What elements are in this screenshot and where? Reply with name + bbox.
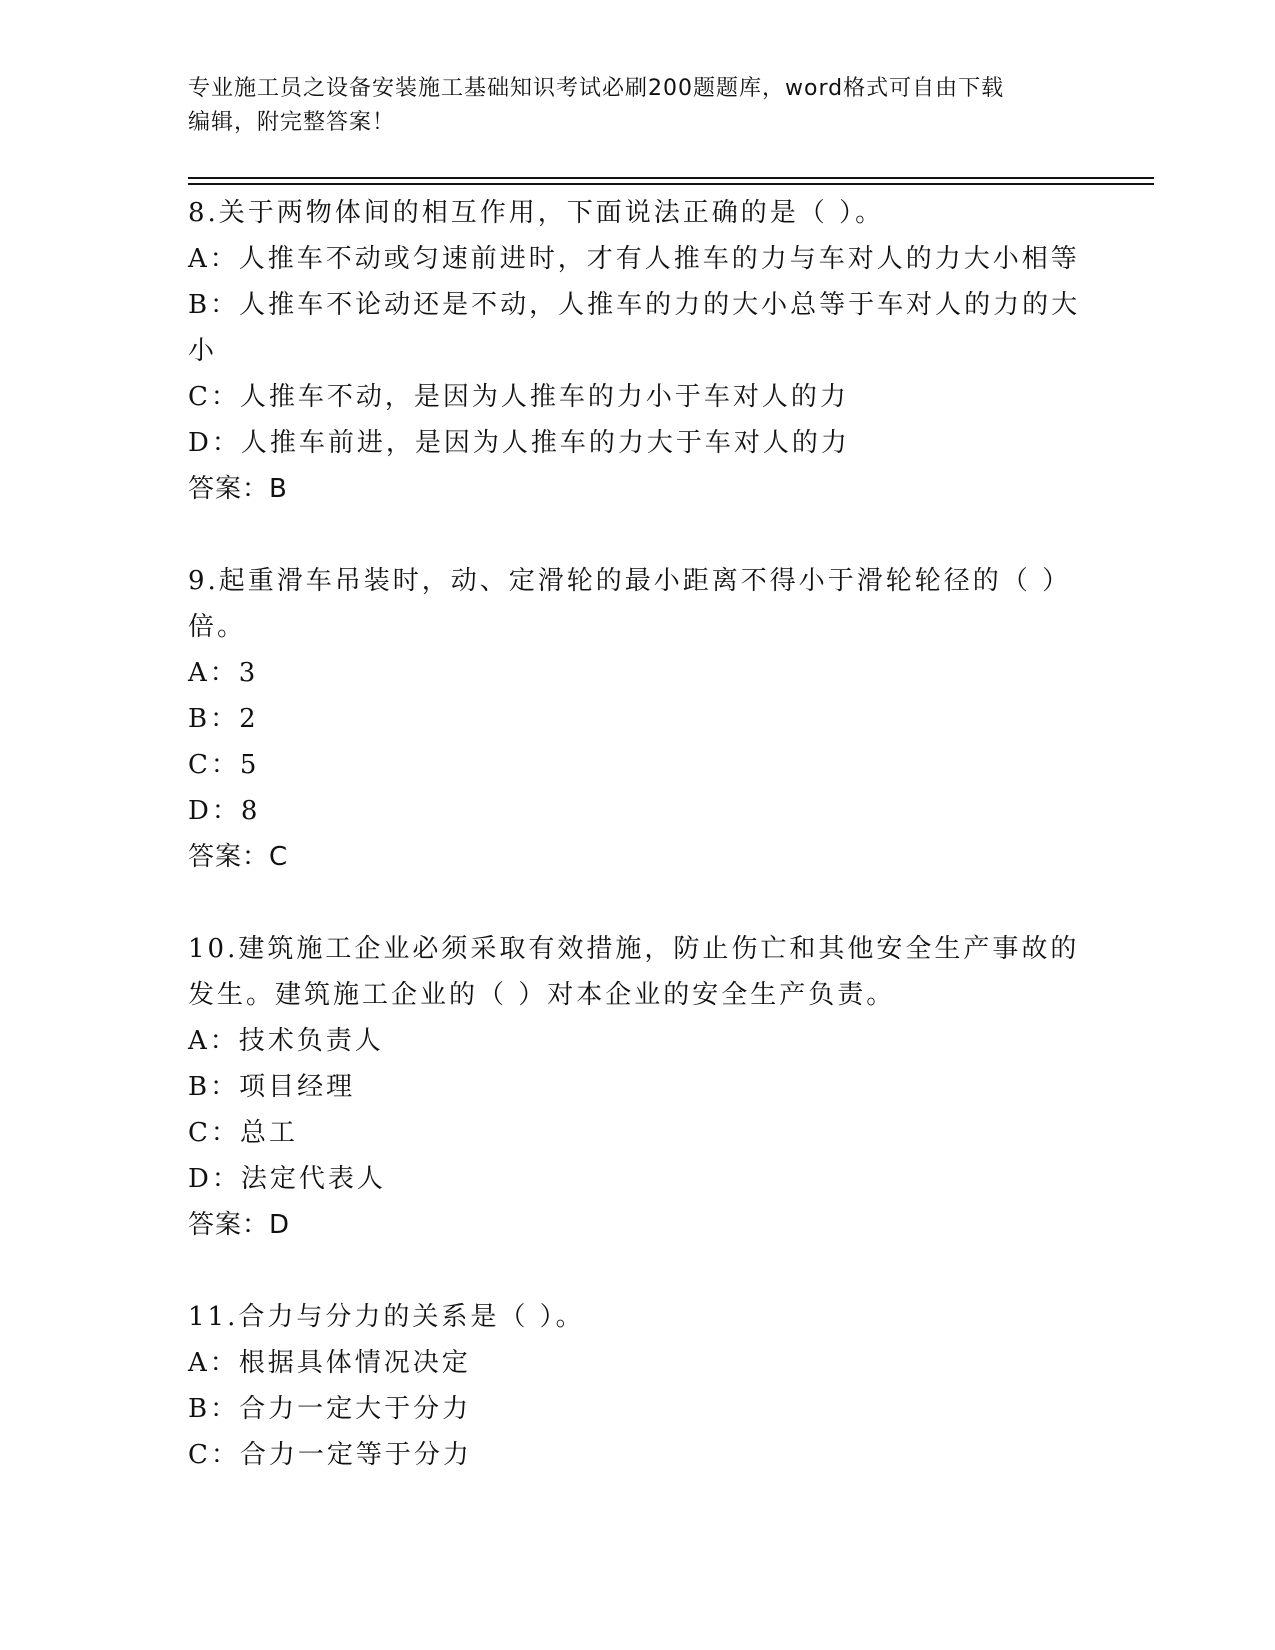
- question-9: [188, 558, 1088, 880]
- question-8: [188, 190, 1088, 512]
- option-b: B：合力一定大于分力: [188, 1394, 472, 1424]
- question-stem: 8.关于两物体间的相互作用，下面说法正确的是（ ）。: [188, 198, 885, 228]
- document-header: [188, 72, 1068, 140]
- header-title-line2: 编辑，附完整答案！: [188, 110, 396, 135]
- answer-label: 答案：C: [188, 842, 289, 872]
- question-stem: 10.建筑施工企业必须采取有效措施，防止伤亡和其他安全生产事故的发生。建筑施工企业的（ ）对本企业的安全生产负责。: [188, 934, 1080, 1010]
- option-a: A：技术负责人: [188, 1026, 384, 1056]
- question-stem: 9.起重滑车吊装时，动、定滑轮的最小距离不得小于滑轮轮径的（ ）倍。: [188, 566, 1072, 642]
- answer-label: 答案：D: [188, 1210, 291, 1240]
- header-title-line1: 专业施工员之设备安装施工基础知识考试必刷200题题库，word格式可自由下载: [188, 76, 1005, 101]
- option-d: D：法定代表人: [188, 1164, 386, 1194]
- option-c: C：5: [188, 750, 260, 780]
- option-c: C：人推车不动，是因为人推车的力小于车对人的力: [188, 382, 849, 412]
- option-b: B：人推车不论动还是不动，人推车的力的大小总等于车对人的力的大小: [188, 290, 1081, 366]
- answer-label: 答案：B: [188, 474, 288, 504]
- header-divider-bottom: [188, 183, 1154, 185]
- option-a: A：3: [188, 658, 259, 688]
- question-list: [188, 190, 1088, 1524]
- option-b: B：项目经理: [188, 1072, 356, 1102]
- option-d: D：8: [188, 796, 261, 826]
- option-c: C：总工: [188, 1118, 298, 1148]
- option-a: A：根据具体情况决定: [188, 1348, 471, 1378]
- question-10: [188, 926, 1088, 1248]
- question-11: [188, 1294, 1088, 1478]
- option-b: B：2: [188, 704, 259, 734]
- header-divider-top: [188, 177, 1154, 179]
- question-stem: 11.合力与分力的关系是（ ）。: [188, 1302, 585, 1332]
- option-c: C：合力一定等于分力: [188, 1440, 472, 1470]
- option-a: A：人推车不动或匀速前进时，才有人推车的力与车对人的力大小相等: [188, 244, 1080, 274]
- option-d: D：人推车前进，是因为人推车的力大于车对人的力: [188, 428, 850, 458]
